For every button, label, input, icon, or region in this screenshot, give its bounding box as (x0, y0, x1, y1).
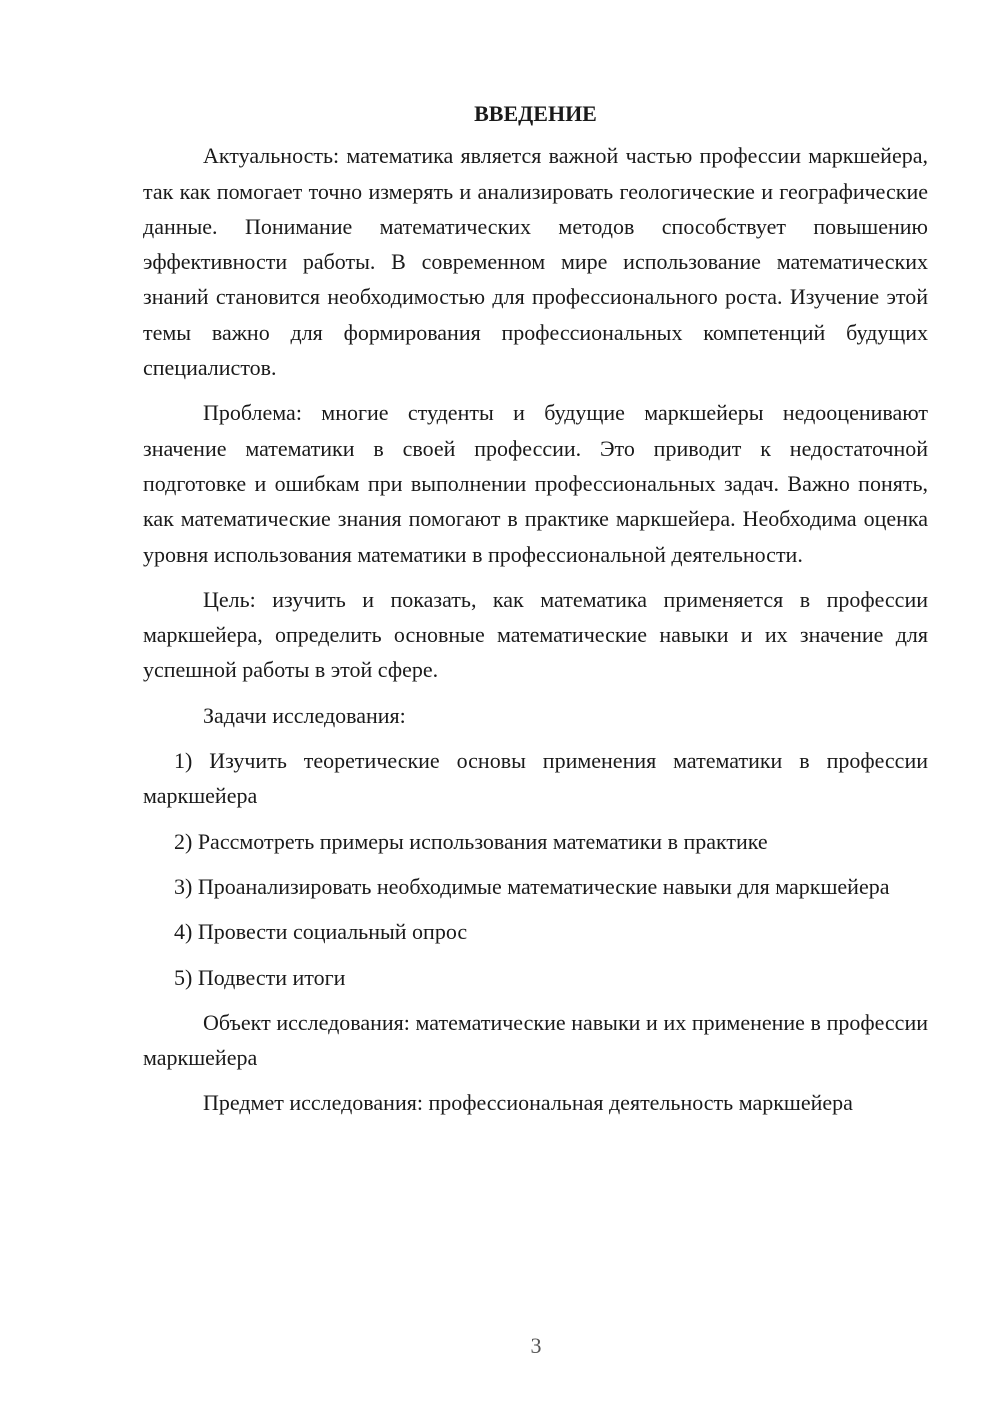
page-number: 3 (530, 1333, 542, 1358)
task-item-2: 2) Рассмотреть примеры использования математики в практике (174, 828, 768, 854)
task-item-1: 1) Изучить теоретические основы применения математики в профессии маркшейера (143, 748, 928, 809)
document-body (143, 96, 928, 1131)
task-item-3: 3) Проанализировать необходимые математические навыки для маркшейера (174, 873, 890, 899)
problem-paragraph: Проблема: многие студенты и будущие маркшейеры недооценивают значение математики в своей профессии. Это приводит к недостаточной подготовке и ошибкам при выполнении профессиональных задач. Важно понять, как математические знания помогают в практике маркшейера. Необходима оценка уровня использования математики в профессиональной деятельности. (143, 400, 928, 567)
relevance-paragraph: Актуальность: математика является важной частью профессии маркшейера, так как помогает точно измерять и анализировать геологические и географические данные. Понимание математических методов способствует повышению эффективности работы. В современном мире использование математических знаний становится необходимостью для профессионального роста. Изучение этой темы важно для формирования профессиональных компетенций будущих специалистов. (143, 143, 928, 381)
task-list (143, 743, 928, 995)
subject-paragraph: Предмет исследования: профессиональная деятельность маркшейера (203, 1090, 853, 1116)
tasks-intro: Задачи исследования: (203, 702, 406, 728)
task-item-4: 4) Провести социальный опрос (174, 919, 468, 945)
page-title: ВВЕДЕНИЕ (474, 101, 597, 126)
goal-paragraph: Цель: изучить и показать, как математика применяется в профессии маркшейера, определить основные математические навыки и их значение для успешной работы в этой сфере. (143, 586, 928, 683)
task-item-5: 5) Подвести итоги (174, 964, 346, 990)
object-paragraph: Объект исследования: математические навыки и их применение в профессии маркшейера (143, 1009, 928, 1071)
